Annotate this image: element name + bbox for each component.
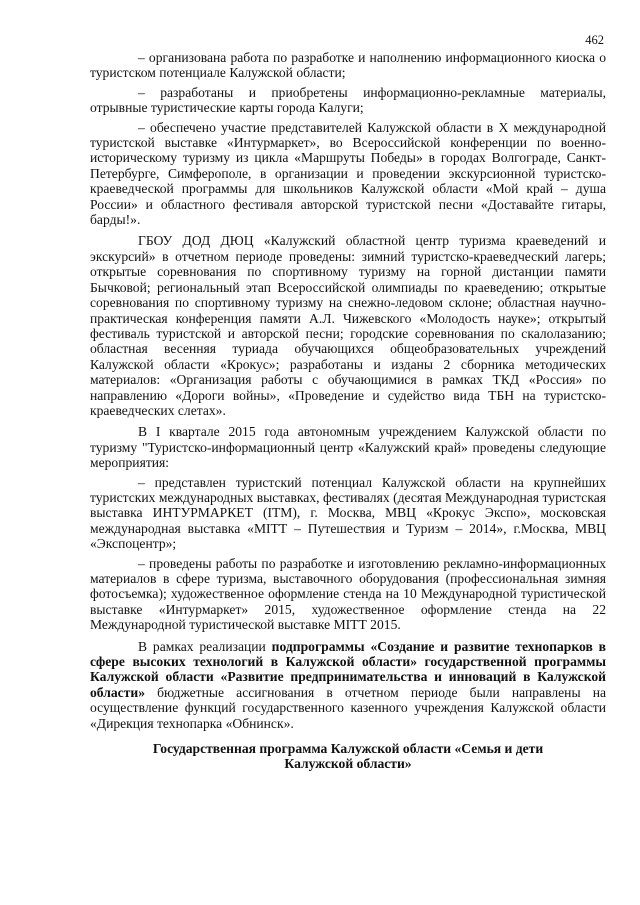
paragraph-technopark bbox=[90, 639, 606, 731]
paragraph-q1-activities: В I квартале 2015 года автономным учреждением Калужской области по туризму "Туристско-информационный центр «Калужский край» проведены следующие мероприятия: bbox=[90, 424, 606, 471]
section-heading: Государственная программа Калужской области «Семья и дети Калужской области» bbox=[152, 741, 544, 772]
technopark-subprogram: подпрограммы «Создание и развитие технопарков в сфере высоких технологий в Калужской области» государственной программы Калужской области «Развитие предпринимательства и инноваций в Калужской области» bbox=[90, 638, 606, 700]
paragraph-exhibition-participation: – обеспечено участие представителей Калужской области в X международной туристской выставке «Интурмаркет», во Всероссийской конференции по военно-историческому туризму из цикла «Маршруты Победы» в городах Волгограде, Санкт-Петербурге, Симферополе, в организации и проведении экскурсионной туристско-краеведческой программы для школьников Калужской области «Мой край – душа России» и областного фестиваля авторской туристской песни «Доставайте гитары, барды!». bbox=[90, 119, 606, 228]
paragraph-youth-center: ГБОУ ДОД ДЮЦ «Калужский областной центр туризма краеведений и экскурсий» в отчетном периоде проведены: зимний туристско-краеведческий лагерь; открытые соревнования по спортивному туризму на горной дистанции памяти Бычковой; региональный этап Всероссийской олимпиады по краеведению; открытые соревнования по спортивному туризму на снежно-ледовом склоне; областная научно-практическая конференция памяти А.Л. Чижевского «Молодость науке»; открытый фестиваль туристской и авторской песни; городские соревнования по скалолазанию; областная весенняя туриада обучающихся общеобразовательных учреждений Калужской области «Крокус»; разработаны и изданы 2 сборника методических материалов: «Организация работы с обучающимися в рамках ТКД «Россия» по направлению «Дороги войны», «Проведение и судейство вида ТБН на туристско-краеведческих слетах». bbox=[90, 233, 606, 418]
technopark-intro: В рамках реализации bbox=[138, 638, 272, 654]
paragraph-tourism-potential: – представлен туристский потенциал Калужской области на крупнейших туристских международных выставках, фестивалях (десятая Международная туристская выставка ИНТУРМАРКЕТ (ITM), г. Москва, МВЦ «Крокус Экспо», московская международная выставка «МІТТ – Путешествия и Туризм – 2014», г.Москва, МВЦ «Экспоцентр»; bbox=[90, 474, 606, 552]
paragraph-advertising-work: – проведены работы по разработке и изготовлению рекламно-информационных материалов в сфере туризма, выставочного оборудования (профессиональная зимняя фотосъемка); художественное оформление стенда на 10 Международной туристической выставке «Интурмаркет» 2015, художественное оформление стенда на 22 Международной туристической выставке МІТТ 2015. bbox=[90, 555, 606, 633]
document-body bbox=[90, 50, 606, 778]
page-number: 462 bbox=[585, 33, 604, 47]
paragraph-materials: – разработаны и приобретены информационно-рекламные материалы, отрывные туристические карты города Калуги; bbox=[90, 84, 606, 116]
technopark-outcome: бюджетные ассигнования в отчетном периоде были направлены на осуществление функций государственного казенного учреждения Калужской области «Дирекция технопарка «Обнинск». bbox=[90, 684, 606, 731]
paragraph-kiosk: – организована работа по разработке и наполнению информационного киоска о туристском потенциале Калужской области; bbox=[90, 50, 606, 81]
